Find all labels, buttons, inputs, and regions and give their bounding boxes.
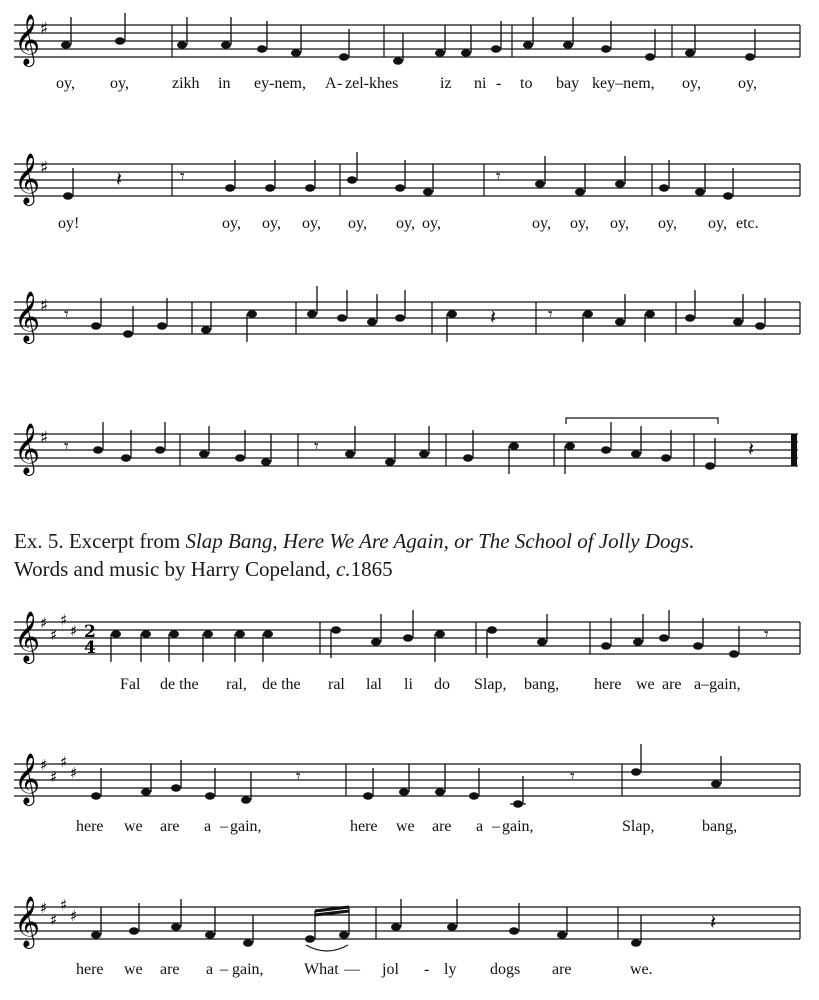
lyric-syllable: ral: [328, 676, 345, 693]
credit-text: Words and music by Harry Copeland,: [14, 557, 331, 581]
svg-text:𝄽: 𝄽: [490, 305, 497, 329]
lyrics-line-7: [0, 961, 819, 983]
lyric-syllable: dogs: [490, 961, 521, 978]
lyric-syllable: are: [160, 961, 180, 978]
lyric-syllable: oy,: [110, 75, 129, 92]
lyric-syllable: -: [496, 75, 502, 92]
svg-text:♯: ♯: [40, 756, 48, 774]
staff-system-4: [0, 412, 819, 492]
lyric-syllable: here: [76, 818, 104, 835]
lyric-syllable: -: [424, 961, 430, 978]
svg-text:𝄞: 𝄞: [14, 291, 41, 342]
time-signature-top: 2: [84, 622, 96, 642]
lyric-syllable: a: [476, 818, 484, 835]
lyric-syllable: oy,: [348, 215, 367, 232]
lyric-syllable: oy,: [570, 215, 589, 232]
staff-system-3: [0, 280, 819, 360]
lyric-syllable: oy,: [302, 215, 321, 232]
svg-text:♯: ♯: [60, 753, 68, 771]
svg-text:♯: ♯: [50, 626, 58, 644]
staff-system-5: [0, 600, 819, 700]
svg-text:𝄞: 𝄞: [14, 153, 41, 204]
staff-2-notation: [0, 142, 819, 212]
lyric-syllable: zikh: [172, 75, 200, 92]
staff-3-notation: [0, 280, 819, 350]
lyric-syllable: oy,: [738, 75, 757, 92]
staff-system-6: [0, 742, 819, 842]
lyric-syllable: we: [636, 676, 655, 693]
svg-text:𝄾: 𝄾: [314, 436, 319, 457]
lyric-syllable: bang,: [524, 676, 560, 693]
lyric-syllable: ey-nem,: [254, 75, 306, 92]
lyric-syllable: ni: [474, 75, 487, 92]
svg-text:𝄞: 𝄞: [14, 14, 41, 65]
svg-text:𝄾: 𝄾: [764, 624, 769, 645]
circa-mark: c.: [336, 557, 351, 581]
lyric-syllable: to: [520, 75, 533, 92]
song-title: Slap Bang, Here We Are Again, or The School of Jolly Dogs.: [185, 529, 695, 553]
svg-text:𝄾: 𝄾: [570, 766, 575, 787]
slur-mark: [306, 945, 348, 951]
svg-text:♯: ♯: [70, 622, 78, 640]
time-signature-bottom: 4: [84, 638, 96, 658]
svg-text:𝄞: 𝄞: [14, 896, 41, 947]
lyric-syllable: in: [218, 75, 231, 92]
lyric-syllable: Slap,: [622, 818, 655, 835]
lyric-syllable: a: [204, 818, 212, 835]
example-caption: [14, 527, 814, 583]
lyric-syllable: gain,: [230, 818, 262, 835]
lyric-syllable: oy!: [58, 215, 80, 232]
svg-text:♯: ♯: [50, 911, 58, 929]
lyric-syllable: de the: [262, 676, 301, 693]
svg-text:𝄾: 𝄾: [64, 304, 69, 325]
lyric-syllable: oy,: [222, 215, 241, 232]
svg-text:♯: ♯: [60, 896, 68, 914]
lyric-syllable: –: [492, 818, 500, 835]
svg-text:𝄾: 𝄾: [180, 166, 185, 187]
staff-7-notation: [0, 885, 819, 955]
lyric-syllable: ral,: [226, 676, 247, 693]
caption-line-1: [14, 527, 814, 555]
svg-text:♯: ♯: [70, 907, 78, 925]
staff-system-7: [0, 885, 819, 985]
lyric-syllable: gain,: [232, 961, 264, 978]
lyric-syllable: here: [76, 961, 104, 978]
lyric-syllable: oy,: [682, 75, 701, 92]
lyric-syllable: –: [220, 818, 228, 835]
lyric-syllable: –: [220, 961, 228, 978]
lyric-syllable: ly: [444, 961, 457, 978]
staff-system-2: [0, 142, 819, 242]
svg-text:𝄽: 𝄽: [748, 437, 755, 461]
lyrics-line-1: [0, 75, 819, 97]
svg-text:♯: ♯: [40, 428, 49, 448]
svg-text:♯: ♯: [50, 768, 58, 786]
staff-5-notation: [0, 600, 819, 670]
svg-text:♯: ♯: [70, 764, 78, 782]
phrase-bracket: [566, 418, 718, 424]
lyrics-line-5: [0, 676, 819, 698]
lyric-syllable: are: [662, 676, 682, 693]
lyric-syllable: de the: [160, 676, 199, 693]
lyric-syllable: gain,: [502, 818, 534, 835]
lyric-syllable: oy,: [396, 215, 415, 232]
svg-text:♯: ♯: [40, 614, 48, 632]
lyric-syllable: oy,: [422, 215, 441, 232]
lyric-syllable: key–nem,: [592, 75, 655, 92]
svg-text:𝄾: 𝄾: [296, 766, 301, 787]
lyric-syllable: What: [304, 961, 339, 978]
lyric-syllable: a: [206, 961, 214, 978]
lyric-syllable: etc.: [736, 215, 759, 232]
lyric-syllable: lal: [366, 676, 382, 693]
lyric-syllable: iz: [440, 75, 452, 92]
lyric-syllable: are: [432, 818, 452, 835]
lyric-syllable: we: [124, 961, 143, 978]
lyric-syllable: we: [124, 818, 143, 835]
lyric-syllable: Slap,: [474, 676, 507, 693]
lyric-syllable: A: [325, 75, 337, 92]
svg-text:𝄾: 𝄾: [64, 436, 69, 457]
svg-text:♯: ♯: [40, 899, 48, 917]
lyric-syllable: oy,: [262, 215, 281, 232]
lyric-syllable: —: [344, 961, 360, 978]
svg-text:𝄾: 𝄾: [496, 166, 501, 187]
svg-text:♯: ♯: [60, 611, 68, 629]
lyric-syllable: oy,: [610, 215, 629, 232]
caption-line-2: [14, 555, 814, 583]
svg-text:𝄽: 𝄽: [116, 167, 123, 191]
lyric-syllable: li: [404, 676, 413, 693]
example-label: Ex. 5.: [14, 529, 64, 553]
staff-1-notation: [0, 0, 819, 70]
lyric-syllable: oy,: [708, 215, 727, 232]
lyric-syllable: jol: [382, 961, 399, 978]
staff-6-notation: [0, 742, 819, 812]
staff-4-notation: [0, 412, 819, 482]
lyric-syllable: a–gain,: [694, 676, 741, 693]
lyric-syllable: oy,: [532, 215, 551, 232]
lyric-syllable: here: [594, 676, 622, 693]
caption-prefix: Excerpt from: [68, 529, 181, 553]
svg-text:𝄞: 𝄞: [14, 753, 41, 804]
svg-text:𝄾: 𝄾: [548, 304, 553, 325]
svg-text:𝄞: 𝄞: [14, 611, 41, 662]
svg-text:♯: ♯: [40, 19, 49, 39]
lyric-syllable: we.: [630, 961, 653, 978]
lyric-syllable: here: [350, 818, 378, 835]
svg-text:♯: ♯: [40, 296, 49, 316]
svg-text:𝄞: 𝄞: [14, 423, 41, 474]
svg-text:♯: ♯: [40, 158, 49, 178]
svg-text:𝄽: 𝄽: [710, 910, 717, 934]
lyric-syllable: bay: [556, 75, 580, 92]
lyric-syllable: zel-khes: [345, 75, 399, 92]
lyric-syllable: do: [434, 676, 450, 693]
lyric-syllable: oy,: [56, 75, 75, 92]
lyric-syllable: we: [396, 818, 415, 835]
lyrics-line-6: [0, 818, 819, 840]
lyric-syllable: are: [552, 961, 572, 978]
lyric-syllable: oy,: [658, 215, 677, 232]
lyric-syllable: bang,: [702, 818, 738, 835]
lyrics-line-2: [0, 215, 819, 237]
year-text: 1865: [350, 557, 393, 581]
lyric-syllable: are: [160, 818, 180, 835]
lyric-syllable: Fal: [120, 676, 141, 693]
lyric-syllable: -: [337, 75, 343, 92]
staff-system-1: [0, 0, 819, 100]
final-barline: [791, 434, 797, 466]
